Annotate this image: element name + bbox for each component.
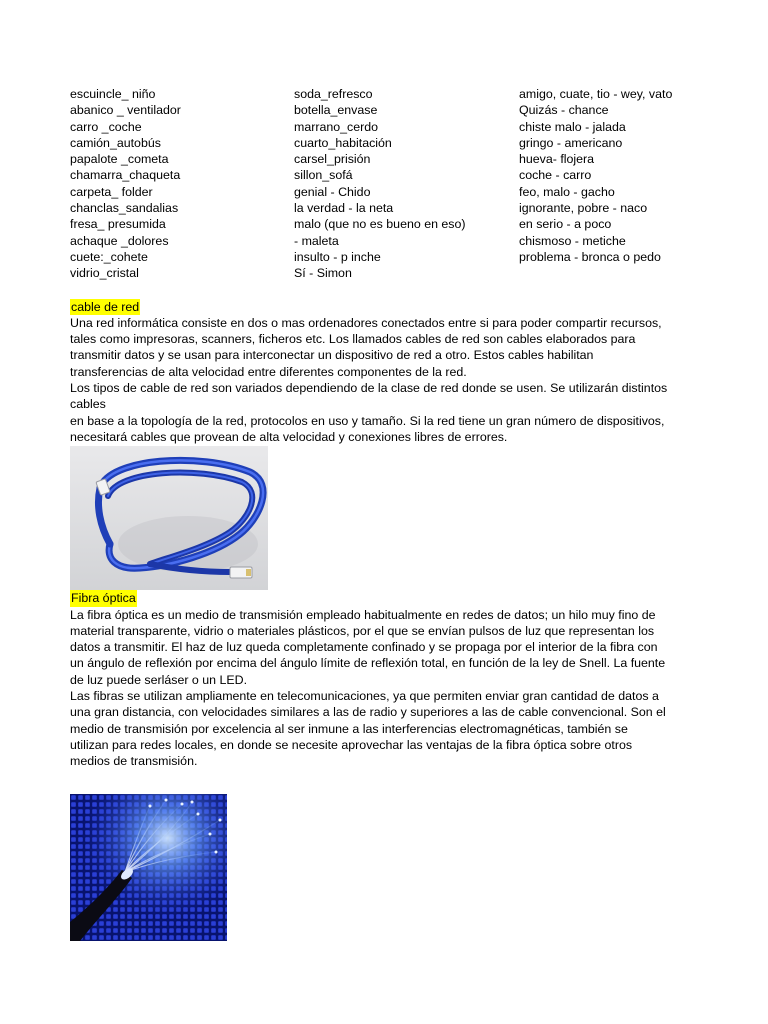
- vocab-entry: Quizás - chance: [519, 103, 609, 118]
- vocabulary-column-3: [519, 86, 710, 282]
- vocab-entry: ignorante, pobre - naco: [519, 201, 648, 216]
- paragraph-line: de luz puede serláser o un LED.: [70, 672, 248, 687]
- vocab-entry: escuincle_ niño: [70, 87, 156, 101]
- vocab-entry: feo, malo - gacho: [519, 184, 615, 199]
- document-page: [70, 86, 710, 941]
- vocab-entry: sillon_sofá: [294, 168, 353, 183]
- paragraph-line: necesitará cables que provean de alta velocidad y conexiones libres de errores.: [70, 429, 508, 444]
- vocab-entry: insulto - p inche: [294, 249, 381, 264]
- vocab-entry: gringo - americano: [519, 135, 623, 150]
- vocab-entry: cuarto_habitación: [294, 135, 392, 150]
- vocab-entry: chiste malo - jalada: [519, 119, 626, 134]
- optical-fiber-photo: [70, 794, 227, 941]
- vocab-entry: cuete:_cohete: [70, 249, 148, 264]
- vocab-entry: abanico _ ventilador: [70, 103, 181, 118]
- cable-section-text: [70, 315, 710, 445]
- fiber-section-heading: Fibra óptica: [71, 591, 136, 606]
- paragraph-line: una gran distancia, con velocidades similares a las de radio y superiores a las de cable convencional. Son el: [70, 705, 666, 720]
- network-cable-photo: [70, 446, 268, 590]
- cable-section-heading-row: [70, 299, 710, 315]
- paragraph-line: Las fibras se utilizan ampliamente en telecomunicaciones, ya que permiten enviar gran cantidad de datos a: [70, 689, 659, 704]
- paragraph-line: transferencias de alta velocidad entre diferentes componentes de la red.: [70, 364, 467, 379]
- vocab-entry: la verdad - la neta: [294, 201, 394, 216]
- vocab-entry: en serio - a poco: [519, 217, 612, 232]
- vocab-entry: hueva- flojera: [519, 152, 595, 167]
- vocab-entry: amigo, cuate, tio - wey, vato: [519, 87, 673, 101]
- vocab-entry: botella_envase: [294, 103, 378, 118]
- vocabulary-table: [70, 86, 710, 282]
- vocabulary-column-1: [70, 86, 294, 282]
- vocab-entry: marrano_cerdo: [294, 119, 379, 134]
- vocab-entry: soda_refresco: [294, 87, 373, 101]
- vocab-entry: chismoso - metiche: [519, 233, 626, 248]
- vocab-entry: genial - Chido: [294, 184, 371, 199]
- vocab-entry: coche - carro: [519, 168, 592, 183]
- vocab-entry: - maleta: [294, 233, 339, 248]
- vocab-entry: carsel_prisión: [294, 152, 371, 167]
- vocab-entry: carpeta_ folder: [70, 184, 153, 199]
- vocab-entry: chamarra_chaqueta: [70, 168, 181, 183]
- paragraph-line: material transparente, vidrio o materiales plásticos, por el que se envían pulsos de luz que representan los: [70, 623, 655, 638]
- paragraph-line: transmitir datos y se usan para interconectar un dispositivo de red a otro. Estos cables habilitan: [70, 348, 594, 363]
- fiber-section-text: [70, 607, 710, 770]
- vocab-entry: achaque _dolores: [70, 233, 169, 248]
- vocab-entry: carro _coche: [70, 119, 142, 134]
- vocab-entry: problema - bronca o pedo: [519, 249, 661, 264]
- fiber-section-heading-row: [70, 590, 710, 606]
- vocab-entry: Sí - Simon: [294, 266, 352, 281]
- paragraph-line: cables: [70, 397, 106, 412]
- paragraph-line: un ángulo de reflexión por encima del ángulo límite de reflexión total, en función de la ley de Snell. La fuente: [70, 656, 666, 671]
- vocab-entry: vidrio_cristal: [70, 266, 139, 281]
- vocabulary-column-2: [294, 86, 519, 282]
- paragraph-line: Los tipos de cable de red son variados dependiendo de la clase de red donde se usen. Se utilizarán distintos: [70, 381, 668, 396]
- vocab-entry: camión_autobús: [70, 135, 161, 150]
- paragraph-line: medio de transmisión por excelencia al ser inmune a las interferencias electromagnéticas, también se: [70, 721, 628, 736]
- paragraph-line: tales como impresoras, scanners, ficheros etc. Los llamados cables de red son cables elaborados para: [70, 332, 636, 347]
- paragraph-line: utilizan para redes locales, en donde se necesite aprovechar las ventajas de la fibra óptica sobre otros: [70, 737, 633, 752]
- vocab-entry: fresa_ presumida: [70, 217, 166, 232]
- paragraph-line: Una red informática consiste en dos o mas ordenadores conectados entre si para poder compartir recursos,: [70, 315, 662, 330]
- paragraph-line: medios de transmisión.: [70, 754, 198, 769]
- paragraph-line: en base a la topología de la red, protocolos en uso y tamaño. Si la red tiene un gran número de dispositivos,: [70, 413, 665, 428]
- paragraph-line: La fibra óptica es un medio de transmisión empleado habitualmente en redes de datos; un hilo muy fino de: [70, 607, 656, 622]
- vocab-entry: chanclas_sandalias: [70, 201, 179, 216]
- paragraph-line: datos a transmitir. El haz de luz queda completamente confinado y se propaga por el interior de la fibra con: [70, 640, 658, 655]
- vocab-entry: malo (que no es bueno en eso): [294, 217, 466, 232]
- vocab-entry: papalote _cometa: [70, 152, 169, 167]
- cable-section-heading: cable de red: [71, 299, 140, 314]
